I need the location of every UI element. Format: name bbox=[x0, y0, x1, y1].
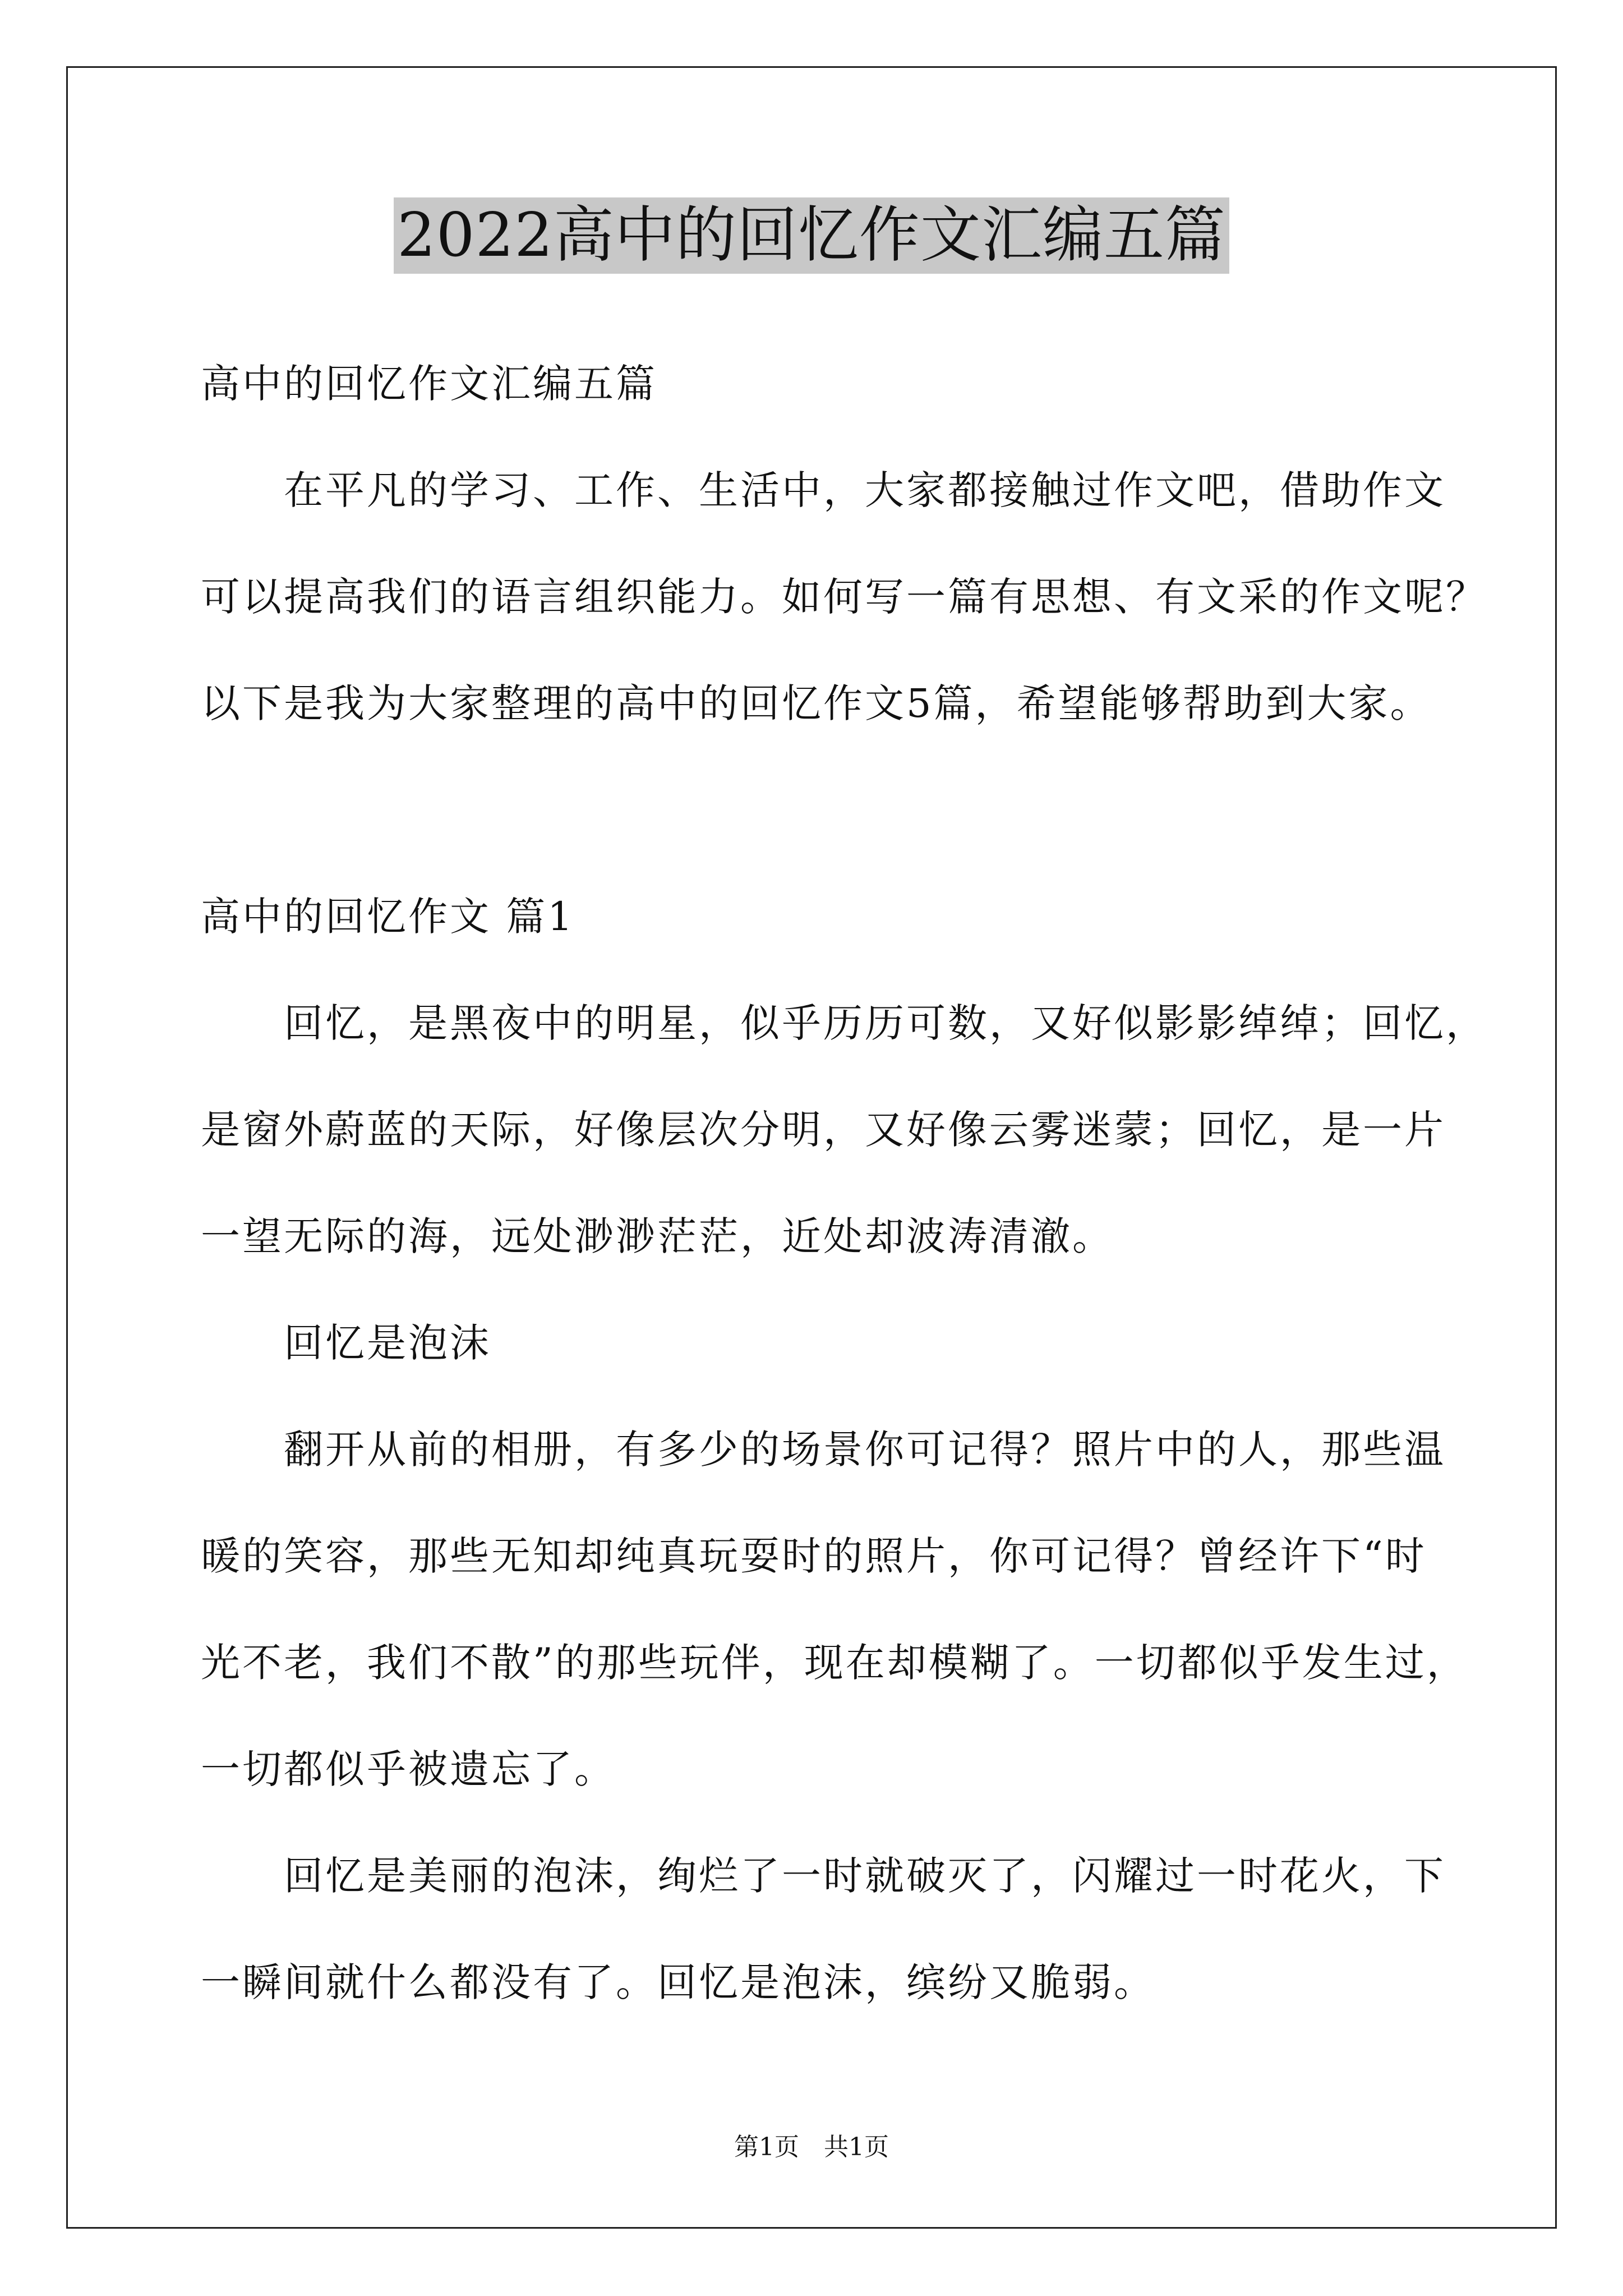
paragraph-line: 以下是我为大家整理的高中的回忆作文5篇，希望能够帮助到大家。 bbox=[201, 680, 1432, 726]
paragraph-line: 光不老，我们不散”的那些玩伴，现在却模糊了。一切都似乎发生过， bbox=[201, 1640, 1468, 1686]
paragraph-line: 是窗外蔚蓝的天际，好像层次分明，又好像云雾迷蒙；回忆，是一片 bbox=[201, 1107, 1446, 1153]
paragraph-line: 一望无际的海，远处渺渺茫茫，近处却波涛清澈。 bbox=[201, 1213, 1114, 1259]
paragraph-line: 暖的笑容，那些无知却纯真玩耍时的照片，你可记得？曾经许下“时 bbox=[201, 1533, 1427, 1579]
document-title: 2022高中的回忆作文汇编五篇 bbox=[394, 197, 1229, 274]
paragraph-line: 一切都似乎被遗忘了。 bbox=[201, 1746, 616, 1792]
paragraph-line: 回忆是美丽的泡沫，绚烂了一时就破灭了，闪耀过一时花火，下 bbox=[201, 1853, 1446, 1899]
title-container bbox=[0, 197, 1623, 274]
paragraph-line: 一瞬间就什么都没有了。回忆是泡沫，缤纷又脆弱。 bbox=[201, 1959, 1155, 2005]
section-heading: 高中的回忆作文 篇1 bbox=[201, 894, 575, 940]
subtitle-line: 高中的回忆作文汇编五篇 bbox=[201, 361, 657, 407]
paragraph-line: 回忆，是黑夜中的明星，似乎历历可数，又好似影影绰绰；回忆， bbox=[201, 1000, 1487, 1046]
paragraph-line: 翻开从前的相册，有多少的场景你可记得？照片中的人，那些温 bbox=[201, 1427, 1446, 1473]
page-number-footer: 第1页 共1页 bbox=[734, 2133, 889, 2161]
paragraph-line: 可以提高我们的语言组织能力。如何写一篇有思想、有文采的作文呢？ bbox=[201, 574, 1487, 620]
paragraph-line: 在平凡的学习、工作、生活中，大家都接触过作文吧，借助作文 bbox=[201, 467, 1446, 513]
paragraph-line: 回忆是泡沫 bbox=[201, 1320, 491, 1366]
